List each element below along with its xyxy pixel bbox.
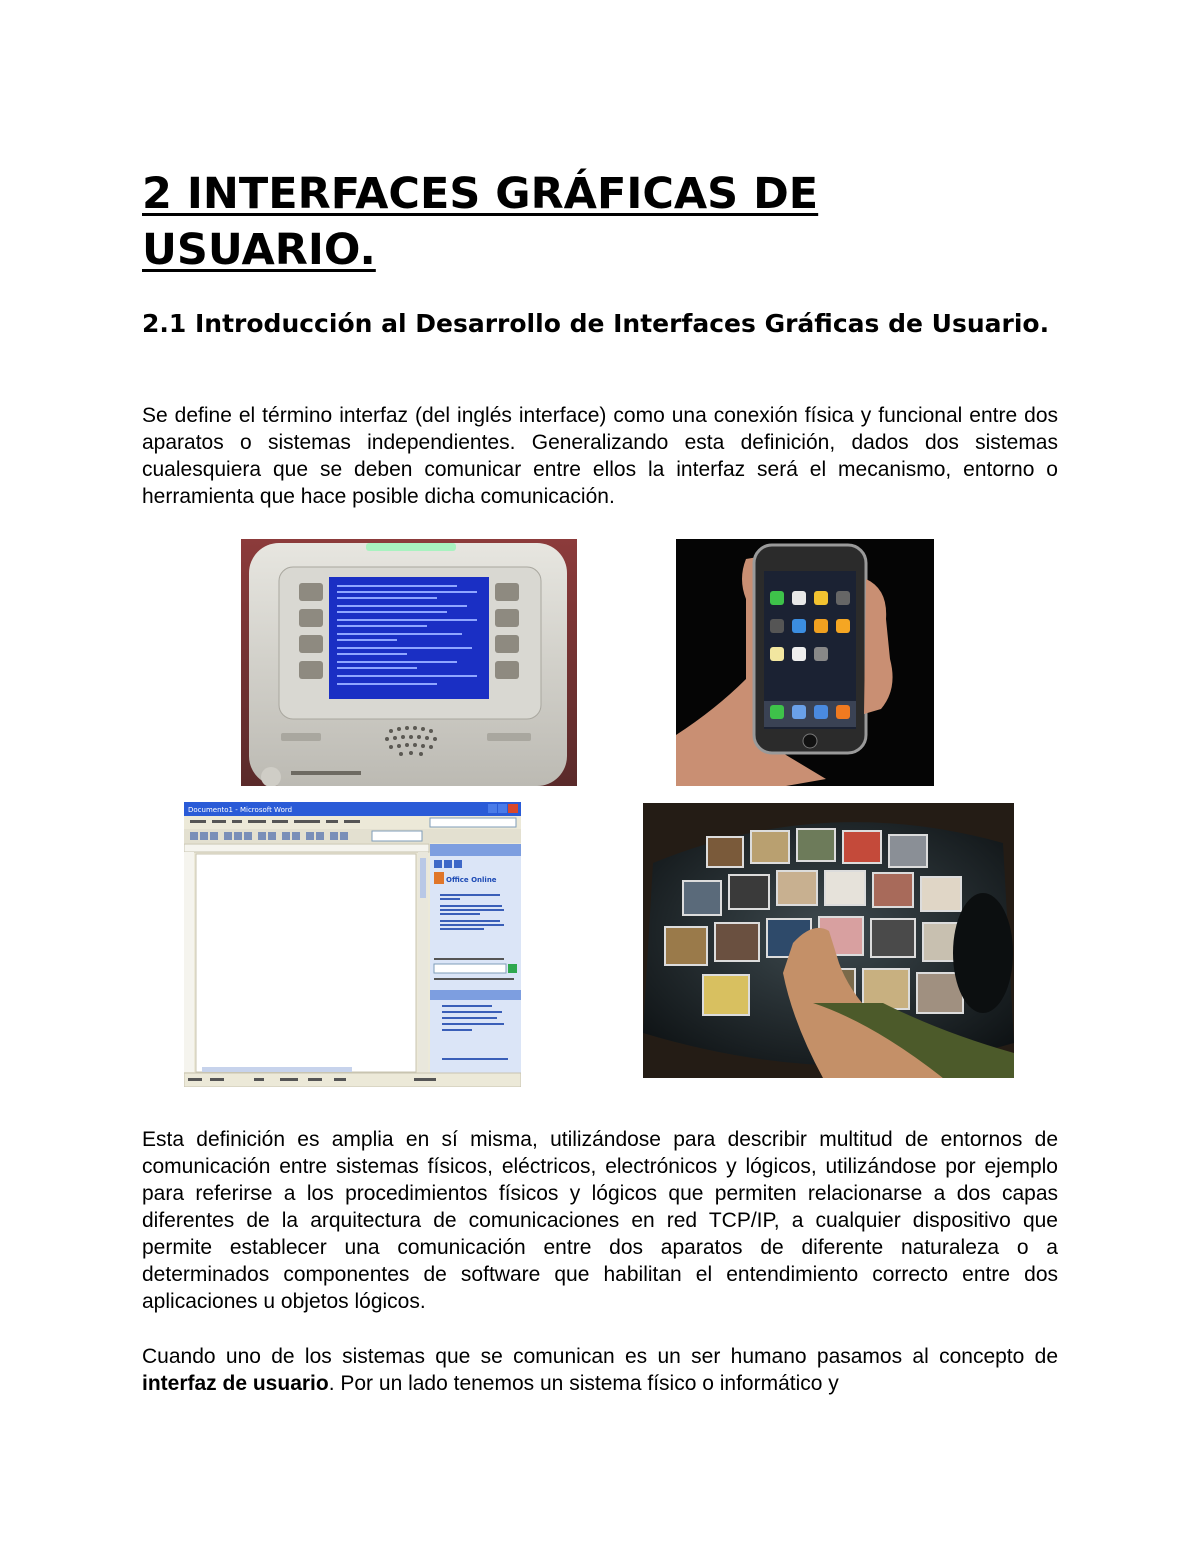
definition-paragraph: Esta definición es amplia en sí misma, utilizándose para describir multitud de entornos de comunicación entre sistemas físicos, eléctricos, electrónicos y lógicos, utilizándose por ejemplo para referirse a los procedimientos físicos y lógicos que permiten relacionarse a dos capas diferentes de la arquitectura de comunicaciones en red TCP/IP, a cualquier dispositivo que permite establecer una comunicación entre dos aparatos de diferente naturaleza o a determinados componentes de software que habilitan el entendimiento correcto entre dos aplicaciones u objetos lógicos. — [142, 1128, 1058, 1313]
word-title-text: Documento1 - Microsoft Word — [188, 806, 293, 814]
title-line-2: USUARIO. — [142, 225, 376, 275]
multitouch-table-photo — [643, 803, 1014, 1078]
office-online-text: Office Online — [446, 876, 497, 884]
smartphone-photo — [676, 539, 934, 786]
word-screenshot — [184, 802, 521, 1087]
title-line-1: 2 INTERFACES GRÁFICAS DE — [142, 169, 819, 219]
paragraph-text-start: Cuando uno de los sistemas que se comunican es un ser humano pasamos al concepto de — [142, 1345, 1058, 1368]
intro-paragraph: Se define el término interfaz (del inglés interface) como una conexión física y funcional entre dos aparatos o sistemas independientes. Generalizando esta definición, dados dos sistemas cualesquiera que se deben comunicar entre ellos la interfaz será el mecanismo, entorno o herramienta que hace posible dicha comunicación. — [142, 404, 1058, 508]
paragraph-text-end: . Por un lado tenemos un sistema físico o informático y — [328, 1372, 839, 1395]
section-heading: 2.1 Introducción al Desarrollo de Interfaces Gráficas de Usuario. — [142, 309, 1050, 338]
bold-term: interfaz de usuario — [142, 1372, 329, 1395]
user-interface-paragraph — [142, 1343, 1058, 1397]
kiosk-photo — [241, 539, 577, 786]
page-title — [142, 166, 942, 278]
